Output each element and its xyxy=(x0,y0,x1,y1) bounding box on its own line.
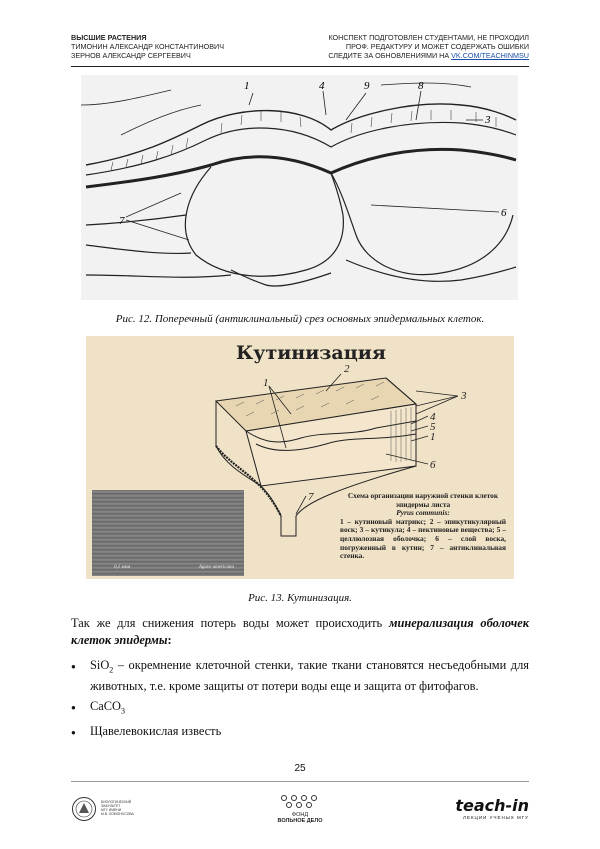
item-formula-sub: 2 xyxy=(109,665,114,675)
item-text: Щавелевокислая известь xyxy=(90,723,222,738)
course-title: ВЫСШИЕ РАСТЕНИЯ xyxy=(71,33,147,42)
header-left xyxy=(71,33,224,60)
msu-biofac-logo xyxy=(71,796,171,822)
item-text: – окремнение клеточной стенки, такие ткани становятся несъедобными для животных, т.е. кроме защиты от потери воды еще и защита от фитофагов. xyxy=(90,658,529,694)
cutinization-legend xyxy=(340,492,506,561)
fig2-label-2: 2 xyxy=(344,363,350,375)
item-formula: CaCO xyxy=(90,699,121,714)
fig1-label-7: 7 xyxy=(119,215,125,227)
figure2-caption: Рис. 13. Кутинизация. xyxy=(248,592,352,604)
msu-emblem-icon xyxy=(71,796,97,822)
fig2-label-4: 4 xyxy=(430,411,436,423)
msu-text-line: ФАКУЛЬТЕТ xyxy=(101,804,121,808)
header-right xyxy=(328,33,529,60)
fig1-label-9: 9 xyxy=(364,80,370,92)
msu-text-line: МГУ ИМЕНИ xyxy=(101,808,122,812)
list-item xyxy=(71,698,529,719)
fig2-label-6: 6 xyxy=(430,459,436,471)
lecturer-1: ТИМОНИН АЛЕКСАНДР КОНСТАНТИНОВИЧ xyxy=(71,42,224,51)
photo-species: Agave americana xyxy=(198,565,234,570)
para-prefix: Так же для снижения потерь воды может происходить xyxy=(71,616,389,630)
legend-species: Pyrus communis: xyxy=(396,508,450,518)
cutinization-title: Кутинизация xyxy=(236,342,386,364)
list-item xyxy=(71,657,529,695)
fig2-label-3: 3 xyxy=(461,390,467,402)
fig1-label-4: 4 xyxy=(319,80,325,92)
teachin-logo xyxy=(455,796,529,820)
mineralization-list xyxy=(71,657,529,743)
fig2-label-5: 5 xyxy=(430,421,436,433)
disclaimer-line-1: КОНСПЕКТ ПОДГОТОВЛЕН СТУДЕНТАМИ, НЕ ПРОХОДИЛ xyxy=(328,33,529,42)
fond-logo xyxy=(270,794,330,824)
para-emphasis: минерализация оболочек клеток эпидермы xyxy=(71,616,529,647)
fig1-label-3: 3 xyxy=(485,114,491,126)
msu-text-line: БИОЛОГИЧЕСКИЙ xyxy=(101,800,132,804)
fond-title: ВОЛЬНОЕ ДЕЛО xyxy=(277,818,323,824)
follow-prefix: СЛЕДИТЕ ЗА ОБНОВЛЕНИЯМИ НА xyxy=(328,51,452,60)
fond-label: ФОНД xyxy=(291,812,309,818)
item-formula: SiO xyxy=(90,658,110,672)
figure-epidermis-section xyxy=(81,75,518,300)
fig1-label-6: 6 xyxy=(501,207,507,219)
header-divider xyxy=(71,66,529,67)
epidermis-drawing xyxy=(81,75,518,300)
fond-name xyxy=(270,812,330,824)
para-suffix: : xyxy=(167,633,172,647)
teachin-wordmark: teach-in xyxy=(455,796,529,815)
page-number: 25 xyxy=(294,763,306,774)
figure-cutinization xyxy=(86,336,514,579)
msu-text-line: М.В. ЛОМОНОСОВА xyxy=(101,812,134,816)
fig2-label-1-top: 1 xyxy=(263,377,269,389)
figure1-caption: Рис. 12. Поперечный (антиклинальный) срез основных эпидермальных клеток. xyxy=(115,313,485,325)
lecturer-2: ЗЕРНОВ АЛЕКСАНДР СЕРГЕЕВИЧ xyxy=(71,51,191,60)
teachin-subtitle: ЛЕКЦИИ УЧЕНЫХ МГУ xyxy=(462,815,529,820)
disclaimer-line-2: ПРОФ. РЕДАКТУРУ И МОЖЕТ СОДЕРЖАТЬ ОШИБКИ xyxy=(345,42,529,51)
vk-link[interactable]: VK.COM/TEACHINMSU xyxy=(451,51,529,60)
legend-heading: Схема организации наружной стенки клеток эпидермы листа xyxy=(347,491,499,509)
fig2-label-7: 7 xyxy=(308,491,314,503)
footer-divider xyxy=(71,781,529,782)
fond-people-icon xyxy=(278,794,322,810)
fig1-label-8: 8 xyxy=(418,80,424,92)
mineralization-paragraph xyxy=(71,615,529,649)
item-formula-sub: 3 xyxy=(120,706,125,716)
photo-scale: 0,1 мкм xyxy=(114,565,131,570)
follow-line xyxy=(328,51,529,60)
fig1-label-1: 1 xyxy=(244,80,250,92)
list-item xyxy=(71,723,529,740)
fig2-label-1-right: 1 xyxy=(430,431,436,443)
msu-text xyxy=(101,800,134,816)
legend-text: 1 – кутиновый матрикс; 2 – эпикутикулярный воск; 3 – кутикула; 4 – пектиновые вещества; 5 – целлюлозная оболочка; 6 – слой воска, погруженный в кутин; 7 – антиклинальная стенка. xyxy=(340,516,506,561)
